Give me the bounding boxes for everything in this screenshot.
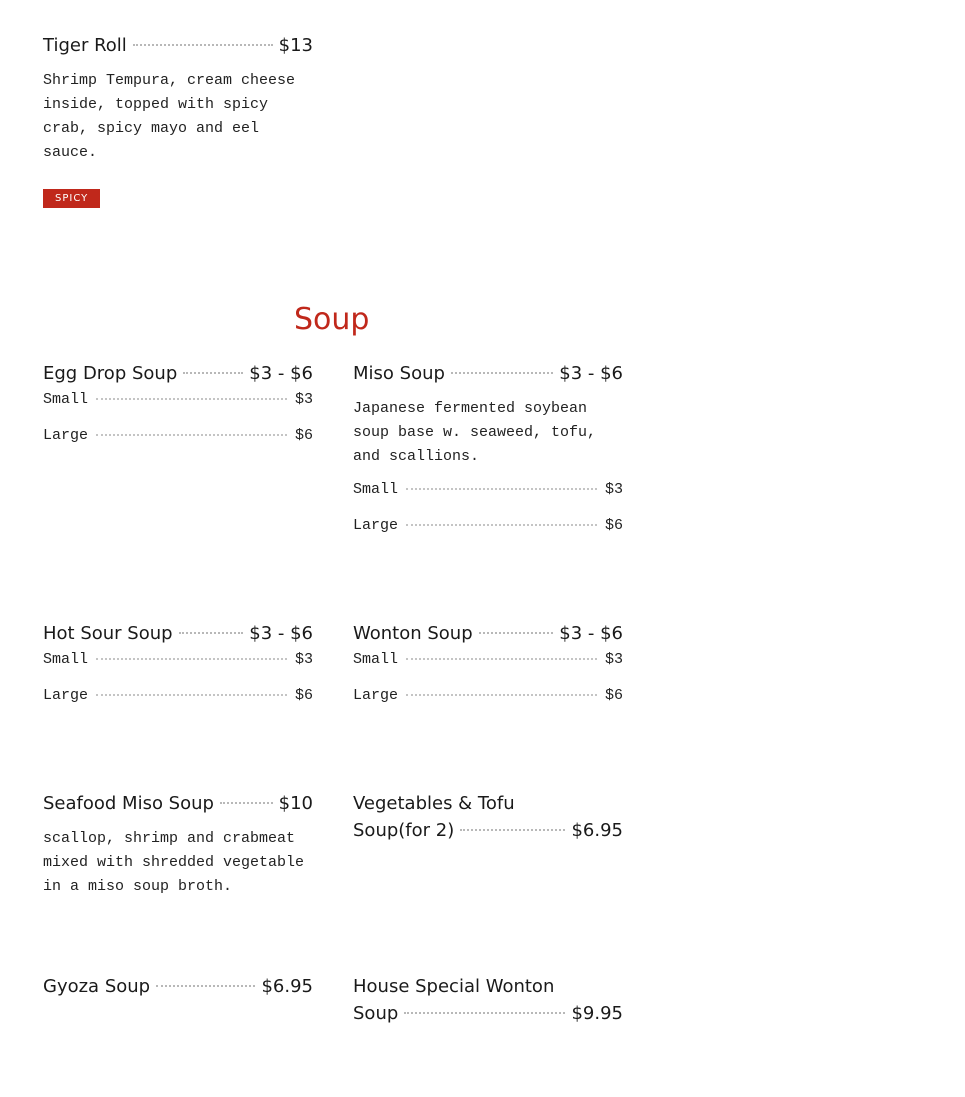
item-name: Seafood Miso Soup: [43, 793, 214, 814]
size-row-large: [43, 687, 313, 723]
item-price: $3 - $6: [249, 623, 313, 644]
item-price: $6.95: [571, 820, 623, 841]
menu-item-seafood-miso-soup: [43, 790, 313, 899]
item-description: scallop, shrimp and crabmeat mixed with shredded vegetable in a miso soup broth.: [43, 830, 305, 895]
size-price: $3: [604, 481, 623, 498]
item-price: $3 - $6: [559, 623, 623, 644]
item-name-line1: Vegetables & Tofu: [353, 793, 515, 814]
leader-dots: [133, 44, 273, 46]
size-row-large: [353, 517, 623, 553]
item-title-row: [43, 360, 313, 387]
leader-dots: [406, 694, 597, 696]
menu-item-tiger-roll: [43, 32, 313, 208]
size-price: $6: [294, 427, 313, 444]
size-label: Large: [43, 687, 89, 704]
leader-dots: [96, 398, 287, 400]
item-title-row: [353, 817, 623, 844]
item-title-row: [353, 360, 623, 387]
leader-dots: [406, 524, 597, 526]
leader-dots: [406, 658, 597, 660]
size-row-small: [43, 651, 313, 687]
menu-item-miso-soup: [353, 360, 623, 553]
size-label: Small: [43, 651, 89, 668]
item-name: Egg Drop Soup: [43, 363, 178, 384]
leader-dots: [451, 372, 553, 374]
leader-dots: [96, 694, 287, 696]
menu-item-hot-sour-soup: [43, 620, 313, 723]
size-label: Small: [353, 651, 399, 668]
size-price: $6: [604, 687, 623, 704]
item-price: $3 - $6: [559, 363, 623, 384]
leader-dots: [406, 488, 597, 490]
item-description: Japanese fermented soybean soup base w. seaweed, tofu, and scallions.: [353, 400, 597, 465]
menu-item-egg-drop-soup: [43, 360, 313, 463]
item-title-row: [43, 973, 313, 1000]
item-price: $9.95: [571, 1003, 623, 1024]
leader-dots: [404, 1012, 565, 1014]
leader-dots: [460, 829, 565, 831]
size-price: $3: [604, 651, 623, 668]
size-label: Large: [353, 517, 399, 534]
item-title-row: [43, 32, 313, 59]
menu-item-vegetables-tofu-soup: [353, 790, 623, 844]
size-label: Small: [43, 391, 89, 408]
size-label: Large: [43, 427, 89, 444]
item-name: Tiger Roll: [43, 35, 127, 56]
leader-dots: [179, 632, 244, 634]
leader-dots: [479, 632, 554, 634]
size-label: Small: [353, 481, 399, 498]
item-title-row: [353, 620, 623, 647]
size-label: Large: [353, 687, 399, 704]
leader-dots: [183, 372, 243, 374]
item-name-line1: House Special Wonton: [353, 976, 555, 997]
leader-dots: [156, 985, 255, 987]
menu-item-house-special-wonton-soup: [353, 973, 623, 1027]
item-title-row: [43, 790, 313, 817]
spicy-badge: SPICY: [43, 189, 100, 208]
section-title-soup: Soup: [294, 302, 370, 337]
item-description: Shrimp Tempura, cream cheese inside, topped with spicy crab, spicy mayo and eel sauce.: [43, 72, 296, 161]
size-row-small: [43, 391, 313, 427]
item-price: $6.95: [261, 976, 313, 997]
item-name: Miso Soup: [353, 363, 445, 384]
item-price: $3 - $6: [249, 363, 313, 384]
item-name: Hot Sour Soup: [43, 623, 173, 644]
leader-dots: [96, 658, 287, 660]
size-row-small: [353, 651, 623, 687]
item-title-row: [43, 620, 313, 647]
size-price: $3: [294, 651, 313, 668]
item-name: Gyoza Soup: [43, 976, 151, 997]
size-row-small: [353, 481, 623, 517]
size-price: $3: [294, 391, 313, 408]
menu-item-gyoza-soup: [43, 973, 313, 1000]
leader-dots: [220, 802, 273, 804]
item-title-row: [353, 1000, 623, 1027]
item-price: $10: [278, 793, 313, 814]
item-name-line2: Soup: [353, 1003, 399, 1024]
size-price: $6: [294, 687, 313, 704]
size-row-large: [43, 427, 313, 463]
size-row-large: [353, 687, 623, 723]
size-price: $6: [604, 517, 623, 534]
menu-item-wonton-soup: [353, 620, 623, 723]
item-name-line2: Soup(for 2): [353, 820, 455, 841]
leader-dots: [96, 434, 287, 436]
item-name: Wonton Soup: [353, 623, 473, 644]
item-price: $13: [278, 35, 313, 56]
